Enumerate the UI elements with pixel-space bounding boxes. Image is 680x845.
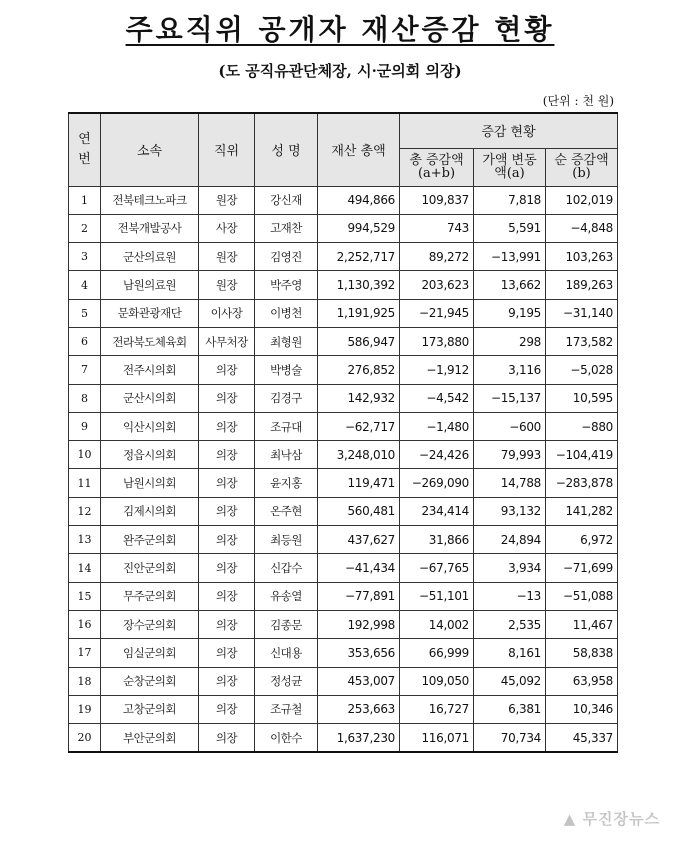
cell-total: 437,627 [318, 526, 400, 554]
cell-change-price: −13 [474, 582, 546, 610]
cell-name: 김영진 [255, 243, 318, 271]
cell-org: 무주군의회 [101, 582, 199, 610]
cell-position: 의장 [199, 695, 255, 723]
table-row [69, 639, 618, 667]
cell-name: 최형원 [255, 327, 318, 355]
cell-org: 남원시의회 [101, 469, 199, 497]
cell-change-total: 66,999 [400, 639, 474, 667]
header-change-total-text: 총 증감액 (a+b) [409, 153, 464, 181]
cell-total: 586,947 [318, 327, 400, 355]
cell-position: 의장 [199, 526, 255, 554]
cell-name: 최등원 [255, 526, 318, 554]
cell-change-total: 743 [400, 214, 474, 242]
cell-change-price: 5,591 [474, 214, 546, 242]
table-row [69, 356, 618, 384]
cell-change-net: −31,140 [546, 299, 618, 327]
cell-no: 6 [69, 327, 101, 355]
cell-name: 고재찬 [255, 214, 318, 242]
cell-name: 온주현 [255, 497, 318, 525]
cell-no: 17 [69, 639, 101, 667]
table-row [69, 243, 618, 271]
cell-org: 문화관광재단 [101, 299, 199, 327]
cell-no: 14 [69, 554, 101, 582]
cell-position: 의장 [199, 610, 255, 638]
cell-position: 원장 [199, 243, 255, 271]
cell-change-price: 2,535 [474, 610, 546, 638]
cell-change-net: −51,088 [546, 582, 618, 610]
cell-change-net: −104,419 [546, 441, 618, 469]
cell-change-total: 109,837 [400, 186, 474, 214]
cell-total: 353,656 [318, 639, 400, 667]
cell-no: 4 [69, 271, 101, 299]
cell-name: 강신재 [255, 186, 318, 214]
header-name: 성 명 [255, 113, 318, 186]
cell-change-net: 58,838 [546, 639, 618, 667]
cell-change-net: 189,263 [546, 271, 618, 299]
cell-change-net: −71,699 [546, 554, 618, 582]
cell-change-net: 45,337 [546, 724, 618, 752]
cell-change-total: 234,414 [400, 497, 474, 525]
cell-change-price: 24,894 [474, 526, 546, 554]
cell-org: 임실군의회 [101, 639, 199, 667]
cell-org: 완주군의회 [101, 526, 199, 554]
cell-position: 사장 [199, 214, 255, 242]
watermark-text: 무진장뉴스 [582, 810, 660, 828]
cell-no: 15 [69, 582, 101, 610]
cell-position: 의장 [199, 441, 255, 469]
cell-position: 의장 [199, 497, 255, 525]
cell-change-price: 9,195 [474, 299, 546, 327]
cell-total: 1,191,925 [318, 299, 400, 327]
cell-name: 신대용 [255, 639, 318, 667]
cell-no: 3 [69, 243, 101, 271]
header-org: 소속 [101, 113, 199, 186]
table-body [69, 186, 618, 752]
cell-total: 494,866 [318, 186, 400, 214]
cell-position: 의장 [199, 554, 255, 582]
watermark-icon: ▲ [563, 810, 583, 828]
cell-total: −41,434 [318, 554, 400, 582]
cell-total: 1,637,230 [318, 724, 400, 752]
header-total: 재산 총액 [318, 113, 400, 186]
cell-name: 이한수 [255, 724, 318, 752]
table-row [69, 667, 618, 695]
cell-change-net: −283,878 [546, 469, 618, 497]
table-row [69, 582, 618, 610]
cell-change-total: 173,880 [400, 327, 474, 355]
cell-change-total: 16,727 [400, 695, 474, 723]
cell-no: 16 [69, 610, 101, 638]
cell-change-net: 11,467 [546, 610, 618, 638]
cell-change-net: 103,263 [546, 243, 618, 271]
table-row [69, 271, 618, 299]
cell-no: 7 [69, 356, 101, 384]
cell-total: 2,252,717 [318, 243, 400, 271]
table-row [69, 327, 618, 355]
cell-name: 박주영 [255, 271, 318, 299]
cell-total: 119,471 [318, 469, 400, 497]
asset-change-table [68, 112, 618, 753]
cell-total: 560,481 [318, 497, 400, 525]
cell-change-price: 3,116 [474, 356, 546, 384]
cell-org: 정읍시의회 [101, 441, 199, 469]
cell-change-net: −5,028 [546, 356, 618, 384]
cell-change-net: 10,346 [546, 695, 618, 723]
cell-org: 고창군의회 [101, 695, 199, 723]
cell-org: 군산의료원 [101, 243, 199, 271]
cell-no: 20 [69, 724, 101, 752]
cell-change-price: 93,132 [474, 497, 546, 525]
table-row [69, 469, 618, 497]
cell-org: 전주시의회 [101, 356, 199, 384]
cell-change-total: 31,866 [400, 526, 474, 554]
cell-position: 의장 [199, 639, 255, 667]
cell-change-total: −1,912 [400, 356, 474, 384]
cell-no: 18 [69, 667, 101, 695]
cell-org: 전북개발공사 [101, 214, 199, 242]
cell-no: 10 [69, 441, 101, 469]
header-change-price-text: 가액 변동액(a) [482, 153, 537, 181]
cell-change-net: 63,958 [546, 667, 618, 695]
cell-org: 부안군의회 [101, 724, 199, 752]
cell-change-price: 79,993 [474, 441, 546, 469]
table-row [69, 497, 618, 525]
cell-change-net: −880 [546, 412, 618, 440]
cell-name: 최낙삼 [255, 441, 318, 469]
table-row [69, 186, 618, 214]
cell-change-price: 6,381 [474, 695, 546, 723]
cell-change-total: 116,071 [400, 724, 474, 752]
cell-change-total: −4,542 [400, 384, 474, 412]
page-subtitle: (도 공직유관단체장, 시·군의회 의장) [218, 62, 462, 80]
cell-change-price: −600 [474, 412, 546, 440]
cell-change-price: 70,734 [474, 724, 546, 752]
cell-name: 조규철 [255, 695, 318, 723]
cell-change-net: 10,595 [546, 384, 618, 412]
cell-position: 사무처장 [199, 327, 255, 355]
cell-name: 유송열 [255, 582, 318, 610]
cell-position: 의장 [199, 724, 255, 752]
cell-change-total: 109,050 [400, 667, 474, 695]
table-row [69, 610, 618, 638]
table-row [69, 384, 618, 412]
header-no: 연번 [69, 113, 101, 186]
cell-total: −62,717 [318, 412, 400, 440]
cell-position: 의장 [199, 582, 255, 610]
header-position: 직위 [199, 113, 255, 186]
cell-org: 군산시의회 [101, 384, 199, 412]
cell-change-total: −67,765 [400, 554, 474, 582]
cell-position: 원장 [199, 186, 255, 214]
cell-org: 전라북도체육회 [101, 327, 199, 355]
cell-change-total: 89,272 [400, 243, 474, 271]
page-title-text: 주요직위 공개자 재산증감 현황 [125, 13, 555, 46]
cell-name: 조규대 [255, 412, 318, 440]
cell-total: 994,529 [318, 214, 400, 242]
cell-name: 정성균 [255, 667, 318, 695]
cell-change-net: 141,282 [546, 497, 618, 525]
cell-change-net: 102,019 [546, 186, 618, 214]
table-row [69, 695, 618, 723]
cell-name: 이병천 [255, 299, 318, 327]
cell-change-total: −1,480 [400, 412, 474, 440]
cell-change-price: 7,818 [474, 186, 546, 214]
unit-label: (단위 : 천 원) [542, 94, 614, 108]
cell-total: 253,663 [318, 695, 400, 723]
cell-change-total: 203,623 [400, 271, 474, 299]
cell-position: 이사장 [199, 299, 255, 327]
cell-name: 박병술 [255, 356, 318, 384]
cell-change-price: 3,934 [474, 554, 546, 582]
table-header-row [69, 113, 618, 148]
cell-org: 전북테크노파크 [101, 186, 199, 214]
cell-change-total: −269,090 [400, 469, 474, 497]
cell-name: 신갑수 [255, 554, 318, 582]
cell-position: 의장 [199, 469, 255, 497]
cell-no: 19 [69, 695, 101, 723]
cell-no: 2 [69, 214, 101, 242]
cell-org: 김제시의회 [101, 497, 199, 525]
page-title [0, 8, 680, 48]
cell-total: 276,852 [318, 356, 400, 384]
table-row [69, 214, 618, 242]
cell-position: 의장 [199, 384, 255, 412]
cell-position: 원장 [199, 271, 255, 299]
cell-total: 1,130,392 [318, 271, 400, 299]
cell-change-total: −24,426 [400, 441, 474, 469]
cell-no: 11 [69, 469, 101, 497]
header-change: 증감 현황 [400, 113, 618, 148]
cell-name: 김경구 [255, 384, 318, 412]
cell-total: 192,998 [318, 610, 400, 638]
cell-total: 3,248,010 [318, 441, 400, 469]
cell-change-price: 298 [474, 327, 546, 355]
cell-org: 익산시의회 [101, 412, 199, 440]
watermark-logo [564, 808, 660, 829]
cell-total: 142,932 [318, 384, 400, 412]
cell-position: 의장 [199, 356, 255, 384]
cell-no: 1 [69, 186, 101, 214]
cell-change-total: −51,101 [400, 582, 474, 610]
cell-no: 8 [69, 384, 101, 412]
table-row [69, 526, 618, 554]
cell-change-total: −21,945 [400, 299, 474, 327]
cell-org: 순창군의회 [101, 667, 199, 695]
cell-name: 김종문 [255, 610, 318, 638]
cell-change-price: 14,788 [474, 469, 546, 497]
table-row [69, 299, 618, 327]
cell-change-price: −13,991 [474, 243, 546, 271]
cell-change-net: 6,972 [546, 526, 618, 554]
header-change-price [474, 148, 546, 186]
cell-no: 12 [69, 497, 101, 525]
cell-org: 장수군의회 [101, 610, 199, 638]
cell-change-price: 45,092 [474, 667, 546, 695]
table-row [69, 412, 618, 440]
cell-no: 9 [69, 412, 101, 440]
cell-change-net: 173,582 [546, 327, 618, 355]
cell-org: 남원의료원 [101, 271, 199, 299]
cell-no: 13 [69, 526, 101, 554]
cell-change-price: 13,662 [474, 271, 546, 299]
cell-org: 진안군의회 [101, 554, 199, 582]
header-change-net-text: 순 증감액 (b) [554, 153, 609, 181]
cell-total: 453,007 [318, 667, 400, 695]
cell-position: 의장 [199, 667, 255, 695]
header-change-net [546, 148, 618, 186]
cell-change-price: 8,161 [474, 639, 546, 667]
table-row [69, 554, 618, 582]
cell-position: 의장 [199, 412, 255, 440]
table-row [69, 441, 618, 469]
cell-change-total: 14,002 [400, 610, 474, 638]
cell-change-price: −15,137 [474, 384, 546, 412]
cell-name: 윤지홍 [255, 469, 318, 497]
header-change-total [400, 148, 474, 186]
cell-no: 5 [69, 299, 101, 327]
table-row [69, 724, 618, 752]
cell-total: −77,891 [318, 582, 400, 610]
cell-change-net: −4,848 [546, 214, 618, 242]
